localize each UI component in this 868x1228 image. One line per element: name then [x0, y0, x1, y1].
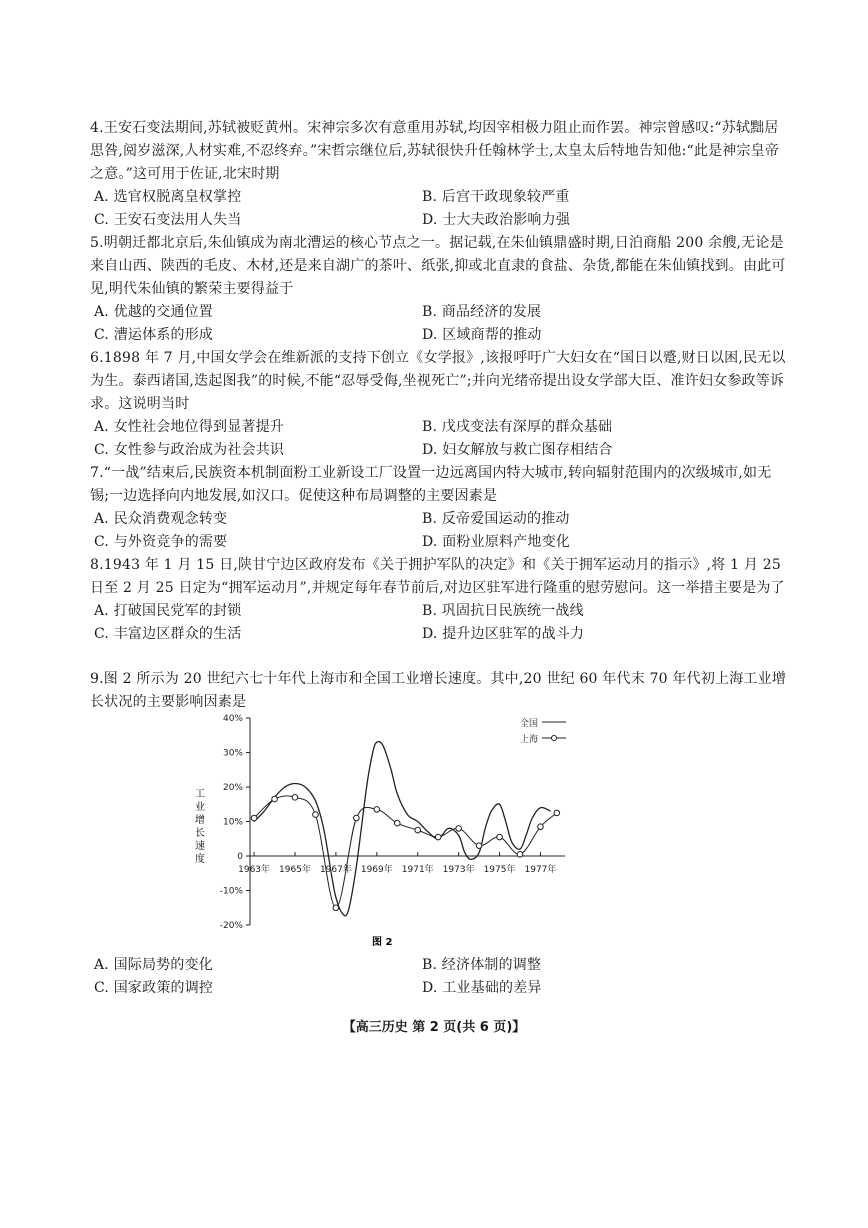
x-tick-label: 1975年: [483, 865, 516, 875]
options: [90, 301, 790, 347]
shanghai-data-point: [517, 851, 523, 857]
shanghai-data-point: [538, 824, 544, 830]
shanghai-data-point: [292, 795, 298, 801]
shanghai-data-point: [456, 826, 462, 832]
option-b: B. 经济体制的调整: [422, 957, 542, 973]
option-d: D. 提升边区驻军的战斗力: [422, 626, 585, 642]
question-8: [90, 554, 790, 646]
option-b: B. 戊戌变法有深厚的群众基础: [422, 419, 613, 435]
y-tick-label: 10%: [222, 817, 243, 828]
option-a: A. 打破国民党军的封锁: [94, 603, 242, 619]
industrial-growth-chart: [0, 710, 868, 955]
chart-legend: [520, 717, 566, 745]
options: [90, 416, 790, 462]
shanghai-data-point: [313, 812, 319, 818]
question-9-options: [90, 954, 790, 1000]
option-b: B. 巩固抗日民族统一战线: [422, 603, 584, 619]
page-footer: 【高三历史 第 2 页(共 6 页)】: [342, 1020, 526, 1035]
y-tick-label: 40%: [222, 714, 243, 724]
legend-marker: [552, 736, 557, 741]
series-line-national: [254, 742, 551, 916]
chart-caption: 图 2: [372, 937, 393, 948]
chart-axes: [250, 718, 565, 925]
option-a: A. 优越的交通位置: [94, 304, 214, 320]
option-b: B. 后宫干政现象较严重: [422, 189, 570, 205]
shanghai-data-point: [354, 815, 360, 821]
options: [90, 186, 790, 232]
shanghai-data-point: [435, 834, 441, 840]
y-tick-label: 30%: [222, 748, 243, 759]
question-7: [90, 462, 790, 554]
x-tick-label: 1965年: [279, 865, 311, 875]
shanghai-data-point: [415, 827, 421, 833]
chart-series: [251, 742, 559, 916]
option-c: C. 丰富边区群众的生活: [94, 626, 242, 642]
options: [90, 508, 790, 554]
option-a: A. 女性社会地位得到显著提升: [94, 419, 285, 435]
shanghai-data-point: [476, 843, 482, 849]
shanghai-data-point: [554, 810, 560, 816]
y-tick-label: 0: [237, 852, 243, 862]
y-tick-label: -10%: [219, 886, 243, 897]
legend-label: 全国: [520, 719, 539, 729]
question-stem: 9.图 2 所示为 20 世纪六七十年代上海市和全国工业增长速度。其中,20 世纪 60 年代末 70 年代初上海工业增长状况的主要影响因素是: [90, 671, 787, 710]
x-tick-label: 1971年: [401, 865, 434, 875]
option-d: D. 士大夫政治影响力强: [422, 212, 571, 228]
x-tick-label: 1977年: [524, 865, 557, 875]
option-b: B. 商品经济的发展: [422, 304, 542, 320]
shanghai-data-point: [394, 820, 400, 826]
x-tick-label: 1973年: [442, 865, 475, 875]
option-c: C. 与外资竞争的需要: [94, 534, 228, 550]
option-d: D. 工业基础的差异: [422, 980, 542, 996]
shanghai-data-point: [497, 834, 503, 840]
question-5: [90, 232, 790, 347]
question-stem: 7.“一战”结束后,民族资本机制面粉工业新设工厂设置一边远离国内特大城市,转向辐射范围内的次级城市,如无锡;一边选择向内地发展,如汉口。促使这种布局调整的主要因素是: [90, 465, 772, 504]
question-6: [90, 347, 790, 462]
option-d: D. 区域商帮的推动: [422, 327, 542, 343]
question-stem: 4.王安石变法期间,苏轼被贬黄州。宋神宗多次有意重用苏轼,均因宰相极力阻止而作罢。神宗曾感叹:“苏轼黜居思咎,阅岁滋深,人材实难,不忍终弃。”宋哲宗继位后,苏轼很快升任翰林学士,太皇太后特地告知他:“此是神宗皇帝之意。”这可用于佐证,北宋时期: [90, 120, 780, 182]
y-tick-label: -20%: [219, 921, 243, 931]
option-b: B. 反帝爱国运动的推动: [422, 511, 570, 527]
option-d: D. 面粉业原料产地变化: [422, 534, 571, 550]
option-c: C. 漕运体系的形成: [94, 327, 214, 343]
shanghai-data-point: [333, 905, 339, 911]
question-9: [90, 668, 790, 714]
question-stem: 5.明朝迁都北京后,朱仙镇成为南北漕运的核心节点之一。据记载,在朱仙镇鼎盛时期,日泊商船 200 余艘,无论是来自山西、陕西的毛皮、木材,还是来自湖广的茶叶、纸张,抑或北直隶的食盐、杂货,都能在朱仙镇找到。由此可见,明代朱仙镇的繁荣主要得益于: [90, 235, 786, 297]
option-d: D. 妇女解放与救亡图存相结合: [422, 442, 613, 458]
options: [90, 954, 790, 1000]
shanghai-data-point: [251, 815, 257, 821]
option-c: C. 国家政策的调控: [94, 980, 214, 996]
x-tick-label: 1969年: [360, 865, 393, 875]
legend-label: 上海: [520, 735, 539, 745]
question-stem: 8.1943 年 1 月 15 日,陕甘宁边区政府发布《关于拥护军队的决定》和《关于拥军运动月的指示》,将 1 月 25 日至 2 月 25 日定为“拥军运动月”,并规定每年春节前后,对边区驻军进行隆重的慰劳慰问。这一举措主要是为了: [90, 557, 785, 596]
option-c: C. 王安石变法用人失当: [94, 212, 242, 228]
shanghai-data-point: [374, 807, 380, 813]
option-a: A. 民众消费观念转变: [94, 511, 228, 527]
shanghai-data-point: [272, 796, 278, 802]
option-a: A. 国际局势的变化: [94, 957, 214, 973]
option-c: C. 女性参与政治成为社会共识: [94, 442, 285, 458]
x-tick-label: 1963年: [238, 865, 271, 875]
question-4: [90, 117, 790, 232]
options: [90, 600, 790, 646]
y-tick-label: 20%: [222, 783, 243, 793]
option-a: A. 选官权脱离皇权掌控: [94, 189, 242, 205]
y-axis-label: 工业增长速度: [192, 788, 204, 866]
x-tick-label: 1967年: [319, 865, 352, 875]
question-stem: 6.1898 年 7 月,中国女学会在维新派的支持下创立《女学报》,该报呼吁广大妇女在“国日以蹙,财日以困,民无以为生。泰西诸国,迭起图我”的时候,不能“忍辱受侮,坐视死亡”;并向光绪帝提出设女学部大臣、准许妇女参政等诉求。这说明当时: [90, 350, 786, 412]
